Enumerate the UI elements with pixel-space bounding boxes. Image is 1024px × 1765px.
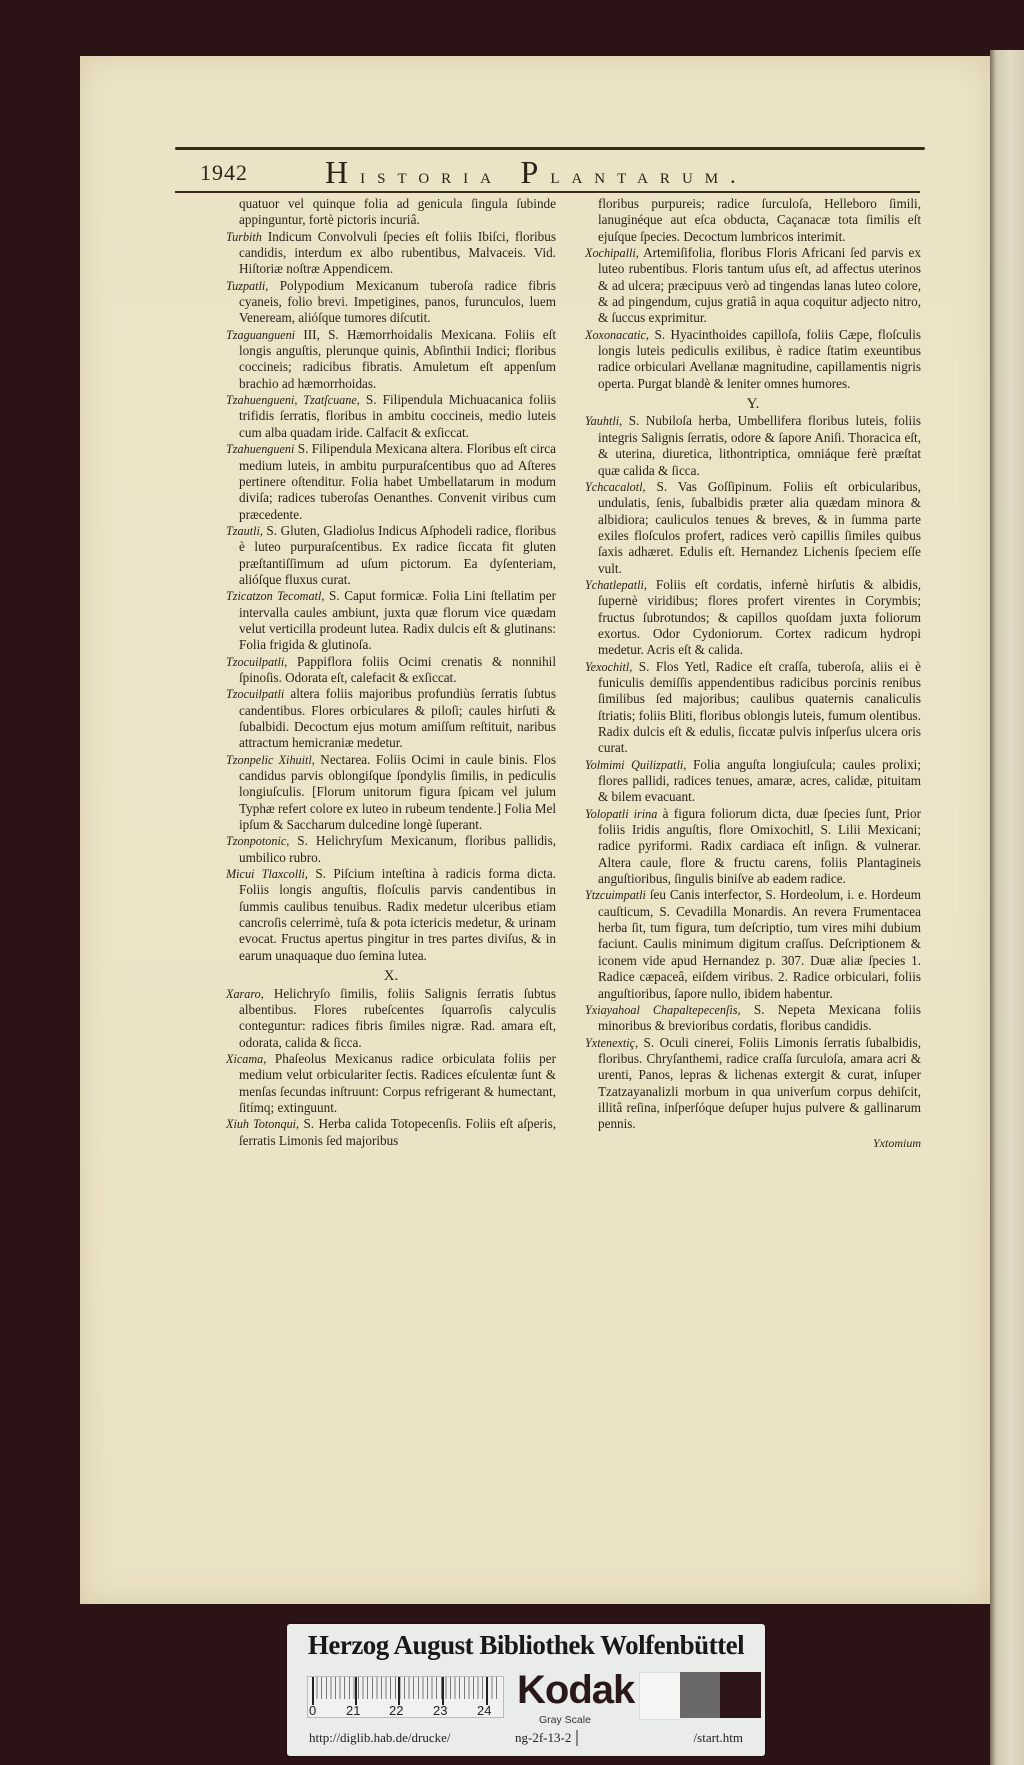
entry-text: à figura foliorum dicta, duæ ſpecies ſunt, Prior foliis Iridis anguſtis, flore Omixochitl, S. Lilii Mexicani; radice pyriformi. Radix cardiaca eſt inſign. & vulnerar. Altera caule, flore & fructu carens, foliis Plantagineis anguſtioribus, ſingulis biniſve ab eadem radice. [598, 805, 922, 887]
library-calibration-card [287, 1624, 765, 1756]
entry-headword: Yolmimi Quilizpatli, [585, 757, 687, 772]
gray-swatch-white [639, 1672, 681, 1720]
entry-text: S. Filipendula Michuacanica foliis trifidis ſerratis, floribus in ambitu coccineis, medio luteis cum alba quadam iride. Calfacit & exſiccat. [239, 392, 556, 440]
ruler-major-tick [398, 1677, 400, 1705]
plant-entry [585, 196, 921, 245]
entry-text: S. Vas Goſſipinum. Foliis eſt orbicularibus, undulatis, ſenis, ſubalbidis præter alia quædam minora & albidiora; cauliculos tenues & breves, & in ſumma parte exiles floſculos profert, radices verò capillis ſimiles quibus ſaxis adhæret. Edulis eſt. Hernandez Lichenis ſpeciem eſſe vult. [598, 478, 921, 576]
entry-headword: Tzonpelic Xihuitl, [226, 752, 315, 767]
ruler-major-tick [486, 1677, 488, 1705]
plant-entry [226, 327, 556, 392]
gray-swatch-mid [680, 1672, 720, 1718]
entry-text: Artemiſifolia, floribus Floris Africani ſed parvis ex luteo rubentibus. Floris tantum uſus eſt, ad affectus uterinos & ad ulcera; præcipuus verò ad tingendas lanas luteo colore, & ad pingendum, cujus gratiâ in aqua coquitur adjecto nitro, & ſuccus exprimitur. [598, 245, 921, 326]
ruler-minor-ticks [312, 1677, 498, 1699]
entry-text: Indicum Convolvuli ſpecies eſt foliis Ibiſci, floribus candidis, interdum ex albo rubentibus, Malvaceis. Vid. Hiſtoriæ noſtræ Appendicem. [239, 228, 556, 277]
plant-entry [585, 413, 921, 478]
catchword: Yxtomium [873, 1135, 921, 1150]
plant-entry [585, 806, 921, 888]
entry-headword: Tzautli, [226, 523, 263, 538]
entry-text: floribus purpureis; radice ſurculoſa, Helleboro ſimili, lanuginéque aut eſca obducta, Caçanacæ tota ſimilis eſt ejuſque ſpecies. Decoctum lumbricos interimit. [598, 196, 921, 244]
plant-entry [226, 229, 556, 278]
plant-entry [585, 245, 921, 327]
ruler-label: 21 [346, 1703, 361, 1718]
left-text-column [226, 196, 556, 1149]
entry-headword: Tzocuilpatli [226, 687, 285, 702]
section-letter-heading: Y. [746, 396, 760, 413]
entry-text: Helichryſo ſimilis, foliis Salignis ſerratis ſubtus albentibus. Flores rubeſcentes ſquarroſis calyculis conteguntur: radices fibris ſimiles nigræ. Rad. amara eſt, odorata, calida & ſicca. [239, 985, 556, 1050]
running-head-cap-2: P [520, 154, 551, 190]
entry-headword: Tzicatzon Tecomatl, [226, 589, 325, 604]
plant-entry [226, 833, 556, 866]
plant-entry [226, 392, 556, 441]
plant-entry [585, 659, 921, 757]
entry-text: S. Piſcium inteſtina à radicis forma dicta. Foliis longis anguſtis, floſculis parvis candentibus in ſummis caulibus tenuibus. Radix medetur ulceribus etiam cancroſis celerrimè, tuſa & pota ictericis medetur, & urinam evocat. Fructus apertus pingitur in tres partes diviſus, & in earum unaquaque duo ſemina lutea. [239, 866, 556, 963]
running-head-cap-1: H [325, 154, 361, 190]
url-suffix: /start.htm [693, 1730, 743, 1745]
plant-entry [585, 479, 921, 577]
ruler-major-tick [355, 1677, 357, 1705]
entry-text: Folia anguſta longiuſcula; caules prolixi; flores pallidi, radices tenues, amaræ, acres, calidæ, pituitam & bilem evacuant. [598, 756, 921, 805]
gray-scale-label: Gray Scale [539, 1714, 591, 1726]
entry-headword: Ychatlepatli, [585, 577, 647, 592]
entry-headword: Tuzpatli, [226, 278, 269, 293]
entry-text: quatuor vel quinque folia ad genicula ſingula ſubinde appinguntur, fortè pictoris incuriâ. [239, 196, 556, 228]
kodak-logo: Kodak [517, 1668, 635, 1712]
entry-headword: Tzaguangueni [226, 327, 296, 342]
entry-headword: Ytzcuimpatli [585, 888, 646, 903]
entry-headword: Yxiayahoal Chapaltepecenſis, [585, 1002, 741, 1017]
ruler-label: 0 [309, 1703, 317, 1718]
entry-text: S. Oculi cinerei, Foliis Limonis ſerratis ſubalbidis, floribus. Chryſanthemi, radice craſſa ſurculoſa, amara acri & urenti, Panos, lepras & lichenas extergit & curat, inſuper Tzatzayanalizli morbum in qua univerſum corpus dehiſcit, illitâ reſina, inſperſóque deſuper hujus pulvere & gallinarum pennis. [598, 1034, 921, 1132]
running-head-word-1: istoria [360, 163, 504, 188]
entry-headword: Tzonpotonic, [226, 834, 290, 849]
entry-headword: Yolopatli irina [585, 806, 658, 821]
entry-headword: Xochipalli, [585, 246, 639, 261]
running-head-word-2: lantarum. [550, 163, 748, 188]
shelfmark-id: ng-2f-13-2 [515, 1730, 578, 1746]
entry-headword: Micui Tlaxcolli, [226, 867, 308, 882]
entry-headword: Yxtenextiç, [585, 1035, 639, 1050]
plant-entry [226, 752, 556, 834]
entry-text: S. Caput formicæ. Folia Lini ſtellatim per intervalla caules ambiunt, juxta quæ florum vice quædam velut verticilla prodeunt lutea. Radix dulcis eſt & glutinans: Folia frigida & glutinoſa. [239, 588, 557, 653]
entry-text: S. Gluten, Gladiolus Indicus Aſphodeli radice, floribus è luteo purpuraſcentibus. Ex radice ſiccata fit gluten præſtantiſſimum ad uſum pictorum. Ea dyſenteriam, alióſque fluxus curat. [239, 522, 556, 587]
plant-entry [226, 441, 556, 523]
entry-text: S. Flos Yetl, Radice eſt craſſa, tuberoſa, aliis ei è funiculis demiſſis appendentibus radicibus porcinis renibus ſimilibus ſed majoribus; caulibus quaternis canaliculis ſtriatis; foliis Bliti, floribus oblongis luteis, fumum olentibus. Radix dulcis eſt & edulis, ſiccatæ pulvis inſperſus ulcera oris curat. [598, 658, 921, 756]
plant-entry [226, 1051, 556, 1116]
plant-entry [585, 577, 921, 659]
entry-text: S. Nubiloſa herba, Umbellifera floribus luteis, foliis integris Salignis ſerratis, odore & ſapore Aniſi. Thoracica eſt, & uterina, diuretica, lithontriptica, omniáque ferè præſtat quæ calida & ſicca. [598, 413, 921, 478]
entry-headword: Xiuh Totonqui, [226, 1117, 300, 1132]
plant-entry [226, 1116, 556, 1149]
plant-entry [226, 523, 556, 588]
entry-text: S. Filipendula Mexicana altera. Floribus eſt circa medium luteis, in ambitu purpuraſcentibus quo ad Aſteres pertinere oſtenditur. Folia habet Umbellatarum in modum diviſa; radices tuberoſas Oenanthes. Convenit viribus cum præcedente. [239, 441, 556, 522]
entry-headword: Xicama, [226, 1051, 267, 1066]
measurement-ruler [307, 1676, 504, 1718]
plant-entry [226, 588, 556, 653]
entry-headword: Xararo, [226, 986, 264, 1001]
adjacent-page-edge [990, 50, 1024, 1765]
running-head [325, 154, 748, 191]
ruler-label: 23 [433, 1703, 448, 1718]
entry-text: altera foliis majoribus profundiùs ſerratis ſubtus candentibus. Flores orbiculares & piloſi; caules hirſuti & ſubalbidi. Decoctum ejus motum amiſſum reſtituit, naribus attractum hemicraniæ medetur. [239, 686, 556, 751]
entry-text: ſeu Canis interfector, S. Hordeolum, i. e. Hordeum cauſticum, S. Cevadilla Monardis. An revera Frumentacea herba ſit, tum figura, tum deſcriptio, tum vires mihi dubium faciunt. Caulis minimum digitum craſſus. Deſcriptionem & iconem vide apud Hernandez p. 307. Duæ aliæ ſpecies 1. Radice cæpaceâ, eiſdem viribus. 2. Radice orbiculari, foliis anguſtioribus, ſapore nullo, ibidem habentur. [598, 887, 921, 1001]
ruler-label: 24 [477, 1703, 492, 1718]
entry-headword: Ychcacalotl, [585, 479, 646, 494]
ruler-label: 22 [389, 1703, 404, 1718]
plant-entry [226, 196, 556, 229]
plant-entry [585, 1035, 921, 1133]
entry-text: Nectarea. Foliis Ocimi in caule binis. Flos candidus parvis oblongiſque ſpondylis ſimilis, in pediculis longiuſculis. [Florum unitorum figura ſpicam vel julum Typhæ refert colore ex luteo in rubeum tendente.] Folia Mel ipſum & Saccharum dulcedine longè ſuperant. [239, 751, 556, 833]
entry-headword: Yauhtli, [585, 414, 623, 429]
gray-swatch-dark [720, 1672, 761, 1718]
entry-headword: Tzahuengueni [226, 442, 295, 457]
entry-text: III, S. Hæmorrhoidalis Mexicana. Foliis eſt longis anguſtis, plerunque quinis, Abſinthii Indici; floribus coccineis; radicibus fibratis. Amuletum eſt appenſum brachio ad hæmorrhoidas. [239, 326, 556, 391]
entry-text: S. Herba calida Totopecenſis. Foliis eſt aſperis, ſerratis Limonis ſed majoribus [239, 1116, 556, 1148]
entry-text: S. Nepeta Mexicana foliis minoribus & brevioribus cordatis, floribus candidis. [598, 1001, 921, 1034]
entry-headword: Tzahuengueni, Tzatſcuane, [226, 393, 360, 408]
entry-text: Foliis eſt cordatis, infernè hirſutis & albidis, ſupernè viridibus; flores profert virentes in Corymbis; fructus ſubrotundos; & capillos quoſdam juxta foliorum exortus. Odor Cydoniorum. Cortex radicum hydropi medetur. Acris eſt & calida. [598, 576, 921, 658]
entry-headword: Yexochitl, [585, 659, 633, 674]
entry-text: S. Hyacinthoides capilloſa, foliis Cæpe, floſculis longis luteis pediculis exilibus, è radice ſtatim exeuntibus radice orbiculari Avellanæ magnitudine, capillamentis nigris operta. Purgat blandè & leniter omnes humores. [598, 326, 921, 391]
entry-headword: Tzocuilpatli, [226, 654, 288, 669]
plant-entry [585, 757, 921, 806]
entry-text: Polypodium Mexicanum tuberoſa radice fibris cyaneis, folio brevi. Impetigines, panos, furunculos, luem Veneream, alióſque tumores diſcutit. [239, 277, 556, 326]
plant-entry [226, 686, 556, 751]
plant-entry [226, 866, 556, 964]
page-number: 1942 [200, 160, 248, 185]
entry-headword: Xoxonacatic, [585, 327, 649, 342]
entry-text: Phaſeolus Mexicanus radice orbiculata foliis per medium velut orbiculariter ſectis. Radices eſculentæ ſunt & menſas ſecundas inſtruunt: Corpus refrigerant & humectant, ſitímq; extinguunt. [239, 1050, 556, 1115]
plant-entry [585, 327, 921, 392]
plant-entry [226, 986, 556, 1051]
ruler-major-tick [442, 1677, 444, 1705]
ruler-major-tick [312, 1677, 314, 1705]
plant-entry [585, 1002, 921, 1035]
entry-text: Pappiflora foliis Ocimi crenatis & nonnihil ſpinoſis. Odorata eſt, calefacit & exſiccat. [239, 653, 556, 685]
right-text-column [585, 196, 921, 1151]
header-rule-bottom [175, 191, 920, 193]
plant-entry [226, 654, 556, 687]
library-name: Herzog August Bibliothek Wolfenbüttel [307, 1630, 745, 1660]
url-prefix: http://diglib.hab.de/drucke/ [309, 1730, 451, 1745]
plant-entry [585, 887, 921, 1001]
section-letter-heading: X. [383, 968, 399, 985]
plant-entry [226, 278, 556, 327]
entry-text: S. Helichryſum Mexicanum, floribus pallidis, umbilico rubro. [239, 833, 556, 865]
entry-headword: Turbith [226, 229, 262, 244]
header-rule-top [175, 147, 925, 150]
